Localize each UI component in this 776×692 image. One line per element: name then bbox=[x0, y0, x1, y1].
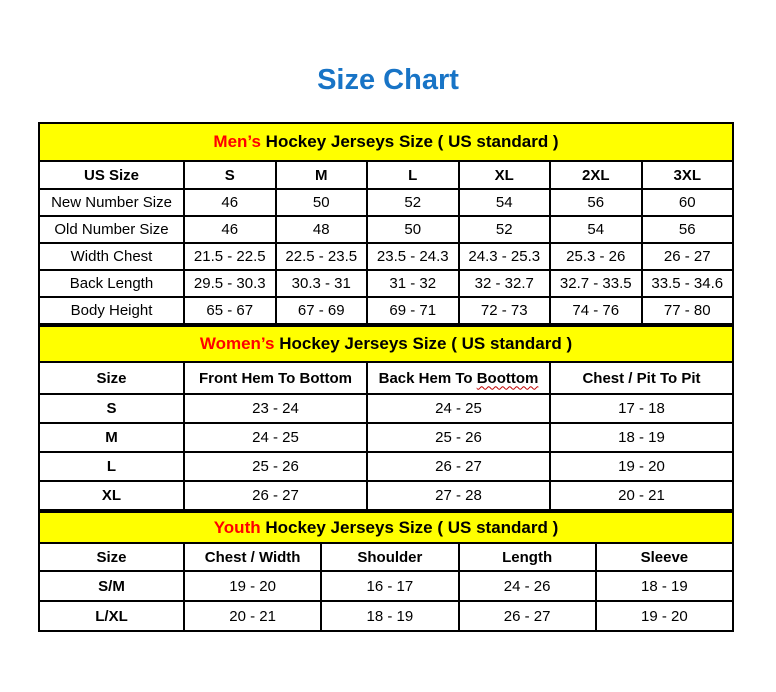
row-label: M bbox=[39, 423, 184, 452]
row-label: Back Length bbox=[39, 270, 184, 297]
column-header bbox=[367, 362, 550, 394]
table-cell: 20 - 21 bbox=[184, 601, 321, 631]
table-cell: 29.5 - 30.3 bbox=[184, 270, 276, 297]
table-cell: 23.5 - 24.3 bbox=[367, 243, 459, 270]
table-cell: 22.5 - 23.5 bbox=[276, 243, 368, 270]
table-cell: 65 - 67 bbox=[184, 297, 276, 324]
table-row bbox=[39, 423, 733, 452]
column-header: L bbox=[367, 161, 459, 189]
table-row bbox=[39, 270, 733, 297]
column-header: 3XL bbox=[642, 161, 734, 189]
table-cell: 50 bbox=[367, 216, 459, 243]
table-cell: 17 - 18 bbox=[550, 394, 733, 423]
table-cell: 54 bbox=[550, 216, 642, 243]
column-header: Front Hem To Bottom bbox=[184, 362, 367, 394]
table-cell: 33.5 - 34.6 bbox=[642, 270, 734, 297]
table-cell: 24 - 26 bbox=[459, 571, 596, 601]
size-chart-tables bbox=[38, 122, 734, 632]
table-cell: 54 bbox=[459, 189, 551, 216]
table-cell: 26 - 27 bbox=[459, 601, 596, 631]
mens-size-table bbox=[38, 122, 734, 325]
table-row bbox=[39, 216, 733, 243]
row-label: Old Number Size bbox=[39, 216, 184, 243]
table-cell: 19 - 20 bbox=[596, 601, 733, 631]
table-cell: 25 - 26 bbox=[367, 423, 550, 452]
row-label: S/M bbox=[39, 571, 184, 601]
column-header: Shoulder bbox=[321, 543, 458, 571]
table-row bbox=[39, 481, 733, 510]
womens-size-table bbox=[38, 325, 734, 511]
youth-banner-text: Hockey Jerseys Size ( US standard ) bbox=[260, 517, 559, 537]
table-cell: 56 bbox=[642, 216, 734, 243]
table-cell: 77 - 80 bbox=[642, 297, 734, 324]
table-cell: 16 - 17 bbox=[321, 571, 458, 601]
table-cell: 21.5 - 22.5 bbox=[184, 243, 276, 270]
table-row bbox=[39, 601, 733, 631]
womens-banner-highlight: Women’s bbox=[199, 334, 275, 353]
table-cell: 60 bbox=[642, 189, 734, 216]
column-header: Size bbox=[39, 362, 184, 394]
womens-section-banner-row bbox=[39, 326, 733, 362]
column-header: Sleeve bbox=[596, 543, 733, 571]
table-cell: 32.7 - 33.5 bbox=[550, 270, 642, 297]
row-label: Width Chest bbox=[39, 243, 184, 270]
womens-header-row bbox=[39, 362, 733, 394]
mens-banner-highlight: Men’s bbox=[213, 132, 261, 151]
table-cell: 24 - 25 bbox=[367, 394, 550, 423]
table-cell: 56 bbox=[550, 189, 642, 216]
table-cell: 32 - 32.7 bbox=[459, 270, 551, 297]
table-cell: 46 bbox=[184, 216, 276, 243]
table-cell: 24.3 - 25.3 bbox=[459, 243, 551, 270]
table-cell: 74 - 76 bbox=[550, 297, 642, 324]
page-title: Size Chart bbox=[317, 64, 459, 96]
table-cell: 46 bbox=[184, 189, 276, 216]
table-cell: 18 - 19 bbox=[550, 423, 733, 452]
table-cell: 31 - 32 bbox=[367, 270, 459, 297]
table-cell: 67 - 69 bbox=[276, 297, 368, 324]
table-row bbox=[39, 452, 733, 481]
table-cell: 50 bbox=[276, 189, 368, 216]
column-header: Chest / Pit To Pit bbox=[550, 362, 733, 394]
youth-section-banner-row bbox=[39, 512, 733, 543]
table-cell: 52 bbox=[459, 216, 551, 243]
womens-section-banner bbox=[39, 326, 733, 362]
column-header: XL bbox=[459, 161, 551, 189]
mens-banner-text: Hockey Jerseys Size ( US standard ) bbox=[260, 132, 559, 151]
youth-section-banner bbox=[39, 512, 733, 543]
table-cell: 48 bbox=[276, 216, 368, 243]
table-cell: 26 - 27 bbox=[367, 452, 550, 481]
youth-banner-highlight: Youth bbox=[213, 517, 261, 537]
mens-section-banner-row bbox=[39, 123, 733, 161]
row-label: S bbox=[39, 394, 184, 423]
table-cell: 26 - 27 bbox=[642, 243, 734, 270]
table-cell: 19 - 20 bbox=[550, 452, 733, 481]
table-cell: 72 - 73 bbox=[459, 297, 551, 324]
column-header: Chest / Width bbox=[184, 543, 321, 571]
row-label: XL bbox=[39, 481, 184, 510]
column-header: US Size bbox=[39, 161, 184, 189]
table-cell: 23 - 24 bbox=[184, 394, 367, 423]
table-row bbox=[39, 189, 733, 216]
table-cell: 26 - 27 bbox=[184, 481, 367, 510]
table-cell: 30.3 - 31 bbox=[276, 270, 368, 297]
table-cell: 27 - 28 bbox=[367, 481, 550, 510]
table-cell: 18 - 19 bbox=[321, 601, 458, 631]
table-cell: 52 bbox=[367, 189, 459, 216]
row-label: Body Height bbox=[39, 297, 184, 324]
table-row bbox=[39, 394, 733, 423]
table-row bbox=[39, 297, 733, 324]
table-row bbox=[39, 243, 733, 270]
table-cell: 25.3 - 26 bbox=[550, 243, 642, 270]
column-header: M bbox=[276, 161, 368, 189]
row-label: L bbox=[39, 452, 184, 481]
misspelled-word-spellcheck: Boottom bbox=[476, 369, 539, 387]
youth-size-table bbox=[38, 511, 734, 632]
table-cell: 18 - 19 bbox=[596, 571, 733, 601]
table-cell: 20 - 21 bbox=[550, 481, 733, 510]
column-header: 2XL bbox=[550, 161, 642, 189]
womens-banner-text: Hockey Jerseys Size ( US standard ) bbox=[274, 334, 573, 353]
column-header: Size bbox=[39, 543, 184, 571]
row-label: New Number Size bbox=[39, 189, 184, 216]
mens-header-row bbox=[39, 161, 733, 189]
table-cell: 25 - 26 bbox=[184, 452, 367, 481]
mens-section-banner bbox=[39, 123, 733, 161]
youth-header-row bbox=[39, 543, 733, 571]
column-header-text: Back Hem To bbox=[378, 369, 477, 387]
table-cell: 19 - 20 bbox=[184, 571, 321, 601]
table-cell: 69 - 71 bbox=[367, 297, 459, 324]
table-row bbox=[39, 571, 733, 601]
table-cell: 24 - 25 bbox=[184, 423, 367, 452]
column-header: Length bbox=[459, 543, 596, 571]
column-header: S bbox=[184, 161, 276, 189]
row-label: L/XL bbox=[39, 601, 184, 631]
